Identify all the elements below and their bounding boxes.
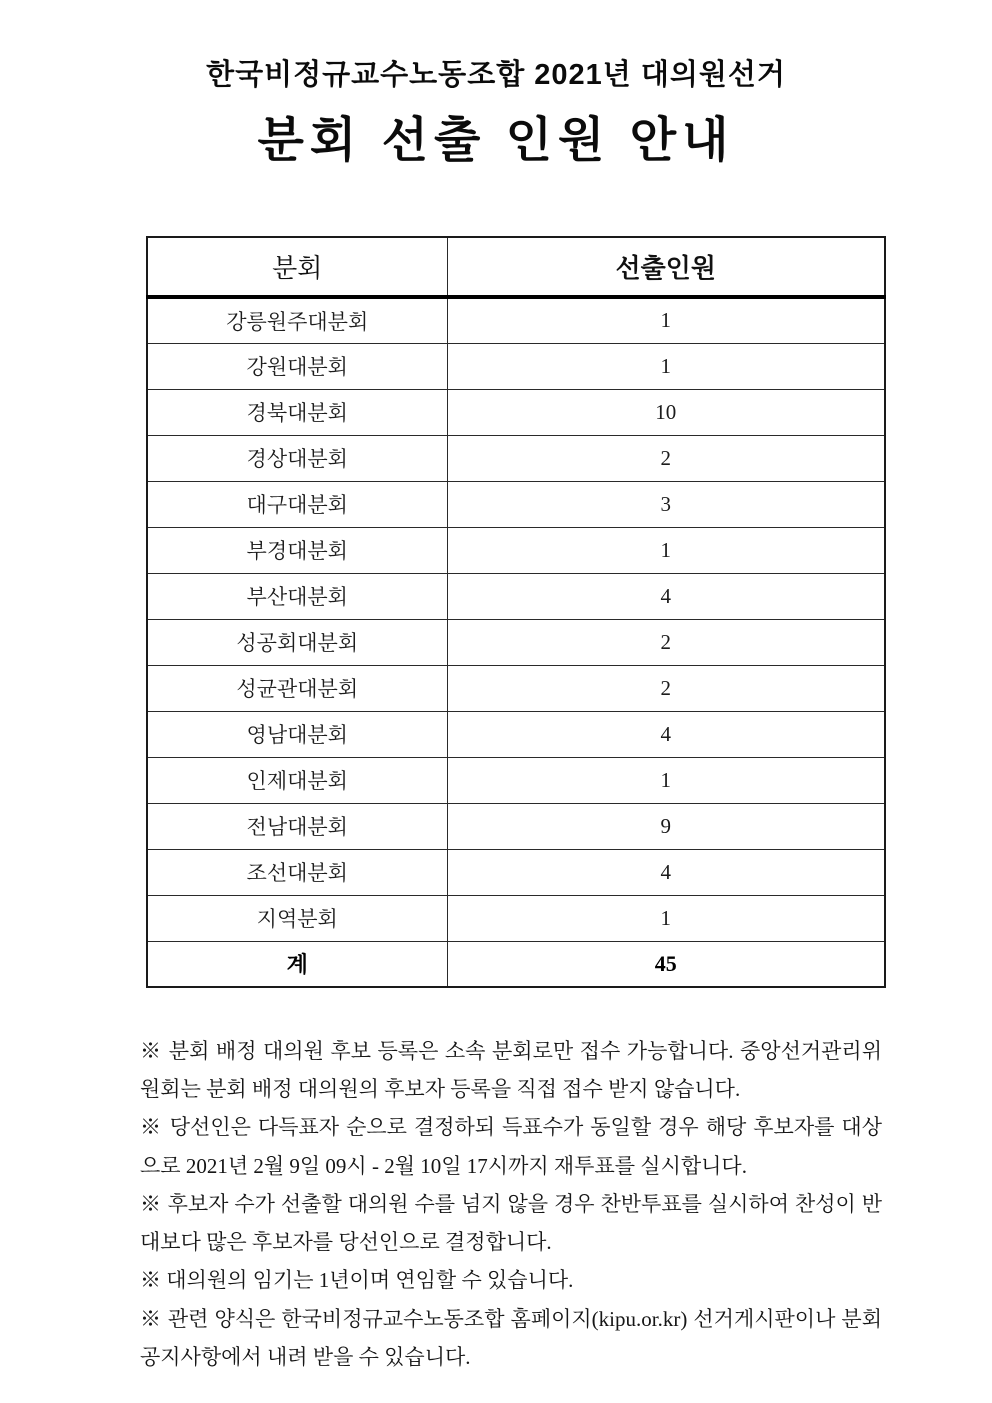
branch-name-cell: 조선대분회	[147, 849, 447, 895]
table-row	[147, 573, 885, 619]
elected-count-cell: 2	[447, 435, 885, 481]
branch-name-cell: 부산대분회	[147, 573, 447, 619]
elected-count-cell: 1	[447, 343, 885, 389]
table-row	[147, 895, 885, 941]
elected-count-cell: 2	[447, 665, 885, 711]
table-body	[147, 297, 885, 987]
elected-count-cell: 1	[447, 527, 885, 573]
table-row	[147, 435, 885, 481]
column-header-branch: 분회	[147, 237, 447, 297]
branch-name-cell: 성공회대분회	[147, 619, 447, 665]
table-row	[147, 297, 885, 343]
footnote-registration: ※ 분회 배정 대의원 후보 등록은 소속 분회로만 접수 가능합니다. 중앙선거관리위원회는 분회 배정 대의원의 후보자 등록을 직접 접수 받지 않습니다.	[140, 1039, 882, 1102]
elected-count-cell: 3	[447, 481, 885, 527]
elected-count-cell: 1	[447, 297, 885, 343]
table-total-row	[147, 941, 885, 987]
table-row	[147, 803, 885, 849]
elected-count-cell: 4	[447, 849, 885, 895]
branch-name-cell: 경북대분회	[147, 389, 447, 435]
document-subtitle: 한국비정규교수노동조합 2021년 대의원선거	[206, 59, 786, 91]
total-label-cell: 계	[147, 941, 447, 987]
branch-name-cell: 강릉원주대분회	[147, 297, 447, 343]
elected-count-cell: 1	[447, 895, 885, 941]
branch-name-cell: 경상대분회	[147, 435, 447, 481]
footnote-yes-no-vote: ※ 후보자 수가 선출할 대의원 수를 넘지 않을 경우 찬반투표를 실시하여 찬성이 반대보다 많은 후보자를 당선인으로 결정합니다.	[140, 1191, 882, 1255]
elected-count-cell: 4	[447, 711, 885, 757]
footnotes	[140, 1032, 882, 1376]
table-header-row	[147, 237, 885, 297]
branch-name-cell: 강원대분회	[147, 343, 447, 389]
branch-election-table	[146, 236, 886, 988]
branch-name-cell: 전남대분회	[147, 803, 447, 849]
table-row	[147, 757, 885, 803]
elected-count-cell: 1	[447, 757, 885, 803]
branch-name-cell: 부경대분회	[147, 527, 447, 573]
document-title: 분회 선출 인원 안내	[257, 114, 735, 167]
footnote-tiebreak-revote: ※ 당선인은 다득표자 순으로 결정하되 득표수가 동일할 경우 해당 후보자를 대상으로 2021년 2월 9일 09시 - 2월 10일 17시까지 재투표를 실시합니다.	[140, 1115, 882, 1178]
table-row	[147, 343, 885, 389]
table-row	[147, 849, 885, 895]
table-row	[147, 389, 885, 435]
branch-name-cell: 영남대분회	[147, 711, 447, 757]
total-count-cell: 45	[447, 941, 885, 987]
table-row	[147, 619, 885, 665]
branch-name-cell: 인제대분회	[147, 757, 447, 803]
branch-name-cell: 성균관대분회	[147, 665, 447, 711]
footnote-forms-download: ※ 관련 양식은 한국비정규교수노동조합 홈페이지(kipu.or.kr) 선거게시판이나 분회 공지사항에서 내려 받을 수 있습니다.	[140, 1306, 882, 1369]
table-row	[147, 711, 885, 757]
title-block	[0, 52, 992, 170]
elected-count-cell: 4	[447, 573, 885, 619]
branch-name-cell: 대구대분회	[147, 481, 447, 527]
table-row	[147, 481, 885, 527]
elected-count-cell: 10	[447, 389, 885, 435]
table-row	[147, 527, 885, 573]
elected-count-cell: 9	[447, 803, 885, 849]
footnote-term: ※ 대의원의 임기는 1년이며 연임할 수 있습니다.	[140, 1268, 574, 1293]
branch-name-cell: 지역분회	[147, 895, 447, 941]
column-header-elected-count: 선출인원	[447, 237, 885, 297]
table-header	[147, 237, 885, 297]
table-row	[147, 665, 885, 711]
elected-count-cell: 2	[447, 619, 885, 665]
